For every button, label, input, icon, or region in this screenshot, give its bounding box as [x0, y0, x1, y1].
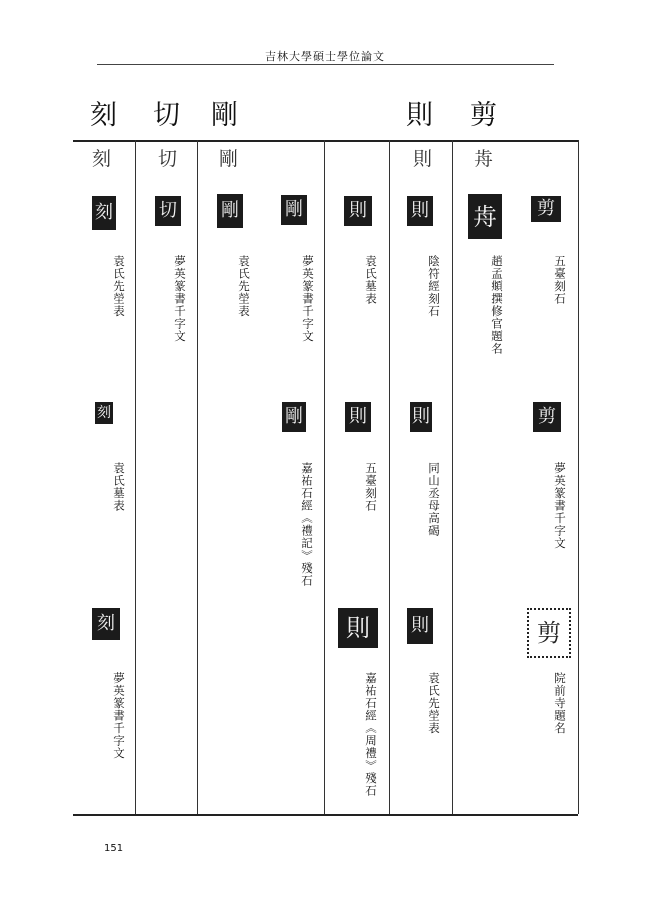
seal-image: 剛 — [282, 402, 306, 432]
source-caption: 五臺刻石 — [553, 255, 567, 305]
column-divider — [197, 140, 198, 814]
source-caption: 袁氏先塋表 — [112, 255, 126, 318]
running-header: 吉林大學碩士學位論文 — [265, 50, 385, 63]
seal-image: 則 — [407, 608, 433, 644]
source-caption: 趙孟頫撰修官題名 — [490, 255, 504, 355]
source-caption: 嘉祐石經《周禮》殘石 — [364, 672, 378, 797]
source-caption: 夢英篆書千字文 — [301, 255, 315, 343]
heading-ze: 則 — [406, 100, 433, 131]
column-divider — [389, 140, 390, 814]
seal-image: 則 — [410, 402, 432, 432]
source-caption: 袁氏墓表 — [112, 462, 126, 512]
source-caption: 陰符經刻石 — [427, 255, 441, 318]
seal-image: 刻 — [92, 196, 116, 230]
heading-ke: 刻 — [90, 100, 117, 131]
seal-image: 切 — [155, 196, 181, 226]
source-caption: 五臺刻石 — [364, 462, 378, 512]
source-caption: 院前寺題名 — [553, 672, 567, 735]
source-caption: 袁氏先塋表 — [237, 255, 251, 318]
seal-image: 剪 — [533, 402, 561, 432]
modern-glyph-gang: 剛 — [219, 148, 239, 170]
seal-image: 則 — [338, 608, 378, 648]
source-caption: 同山丞母高碣 — [427, 462, 441, 537]
source-caption: 袁氏墓表 — [364, 255, 378, 305]
seal-image: 刻 — [95, 402, 113, 424]
modern-glyph-jian: 歬 — [474, 148, 494, 170]
source-caption: 夢英篆書千字文 — [112, 672, 126, 760]
modern-glyph-qie: 切 — [158, 148, 178, 170]
source-caption: 嘉祐石經《禮記》殘石 — [300, 462, 314, 587]
heading-jian: 剪 — [470, 100, 497, 131]
seal-image: 剪 — [531, 196, 561, 222]
seal-image: 則 — [345, 402, 371, 432]
seal-image: 歬 — [468, 194, 502, 239]
heading-gang: 剛 — [211, 100, 238, 131]
page-number: 151 — [104, 843, 124, 854]
seal-image: 則 — [407, 196, 433, 226]
source-caption: 夢英篆書千字文 — [173, 255, 187, 343]
glyph-table — [73, 140, 578, 816]
source-caption: 袁氏先塋表 — [427, 672, 441, 735]
source-caption: 夢英篆書千字文 — [553, 462, 567, 550]
heading-qie: 切 — [153, 100, 180, 131]
modern-glyph-ze: 則 — [413, 148, 433, 170]
column-divider — [135, 140, 136, 814]
seal-image: 剪 — [527, 608, 571, 658]
column-divider — [324, 140, 325, 814]
seal-image: 剛 — [281, 195, 307, 225]
modern-glyph-ke: 刻 — [92, 148, 112, 170]
seal-image: 則 — [344, 196, 372, 226]
column-divider — [452, 140, 453, 814]
column-divider — [578, 140, 579, 814]
seal-image: 刻 — [92, 608, 120, 640]
seal-image: 剛 — [217, 194, 243, 228]
header-rule — [97, 64, 554, 65]
